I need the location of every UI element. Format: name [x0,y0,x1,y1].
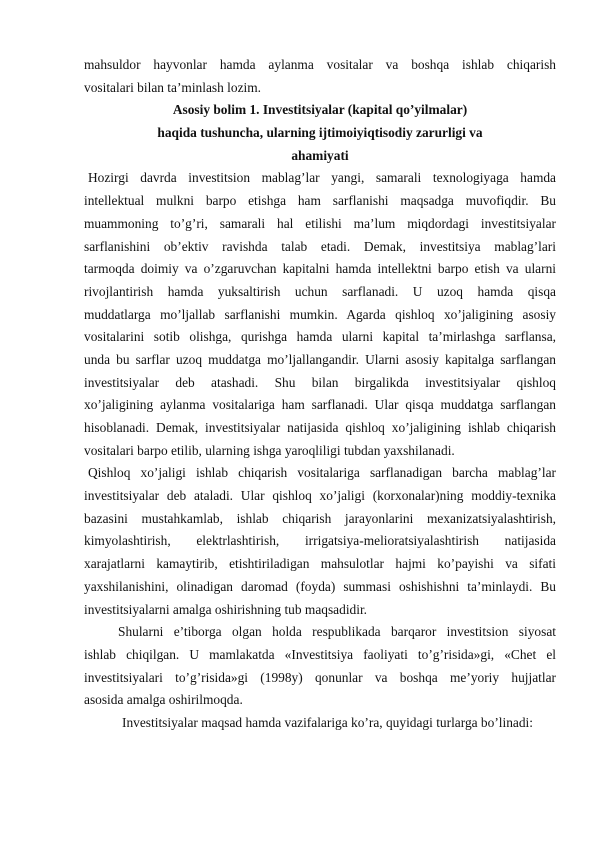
text-line: ishlab chiqilgan. U mamlakatda «Investitsiya faoliyati to’g’risida»gi, «Chet el [84,646,556,662]
section-heading: Asosiy bolim 1. Investitsiyalar (kapital qo’yilmalar) [172,102,468,118]
section-heading: haqida tushuncha, ularning ijtimoiyiqtisodiy zarurligi va [157,125,483,141]
text-line: investitsiyalari to’g’risida»gi (1998y) qonunlar va boshqa me’yoriy hujjatlar [84,669,556,685]
section-heading: ahamiyati [291,147,349,163]
document-body [84,54,556,735]
text-line: kimyolashtirish, elektrlashtirish, irrigatsiya-melioratsiyalashtirish natijasida [84,533,556,549]
text-line: vositalari barpo etilib, ularning ishga yaroqliligi tubdan yaxshilanadi. [84,442,455,458]
text-line: bazasini mustahkamlab, ishlab chiqarish jarayonlarini mexanizatsiyalashtirish, [84,510,556,526]
text-line: rivojlantirish hamda yuksaltirish uchun sarflanadi. U uzoq hamda qisqa [84,283,556,299]
text-line: mahsuldor hayvonlar hamda aylanma vositalar va boshqa ishlab chiqarish [84,57,556,72]
text-line: yaxshilanishini, olinadigan daromad (foyda) summasi oshishishni ta’minlaydi. Bu [84,578,556,594]
text-line: Qishloq xo’jaligi ishlab chiqarish vositalariga sarflanadigan barcha mablag’lar [88,465,556,481]
text-line: intellektual mulkni barpo etishga ham sarflanishi maqsadga muvofiqdir. Bu [84,193,556,209]
text-line: Shularni e’tiborga olgan holda respublikada barqaror investitsion siyosat [118,624,556,640]
text-line: investitsiyalar deb ataladi. Ular qishloq xo’jaligi (korxonalar)ning moddiy-texnika [84,488,556,504]
text-line: xarajatlarni kamaytirib, etishtiriladigan mahsulotlar hajmi ko’payishi va sifati [84,556,556,572]
text-line: asosida amalga oshirilmoqda. [84,692,243,708]
text-line: muammoning to’g’ri, samarali hal etilishi ma’lum miqdordagi investitsiyalar [84,215,556,231]
text-line: investitsiyalarni amalga oshirishning tub maqsadidir. [84,601,368,617]
text-line: investitsiyalar deb atashadi. Shu bilan birgalikda investitsiyalar qishloq [84,374,556,390]
text-line: hisoblanadi. Demak, investitsiyalar natijasida qishloq xo’jaligining ishlab chiqarish [84,420,556,435]
text-line: vositalari bilan ta’minlash lozim. [84,79,262,95]
text-line: Hozirgi davrda investitsion mablag’lar yangi, samarali texnologiyaga hamda [88,170,556,186]
text-line: unda bu sarflar uzoq muddatga mo’ljallangandir. Ularni asosiy kapitalga sarflangan [84,351,556,367]
text-line: tarmoqda doimiy va o’zgaruvchan kapitalni hamda intellektni barpo etish va ularni [84,261,556,277]
text-line: xo’jaligining aylanma vositalariga ham sarflanadi. Ular qisqa muddatga sarflangan [84,397,556,413]
text-line: Investitsiyalar maqsad hamda vazifalariga ko’ra, quyidagi turlarga bo’linadi: [122,714,533,730]
text-line: vositalarini sotib olishga, qurishga hamda ularni kapital ta’mirlashga sarflansa, [84,329,556,345]
text-line: sarflanishini ob’ektiv ravishda talab etadi. Demak, investitsiya mablag’lari [84,238,556,254]
text-line: muddatlarga mo’ljallab sarflanishi mumkin. Agarda qishloq xo’jaligining asosiy [84,306,556,322]
